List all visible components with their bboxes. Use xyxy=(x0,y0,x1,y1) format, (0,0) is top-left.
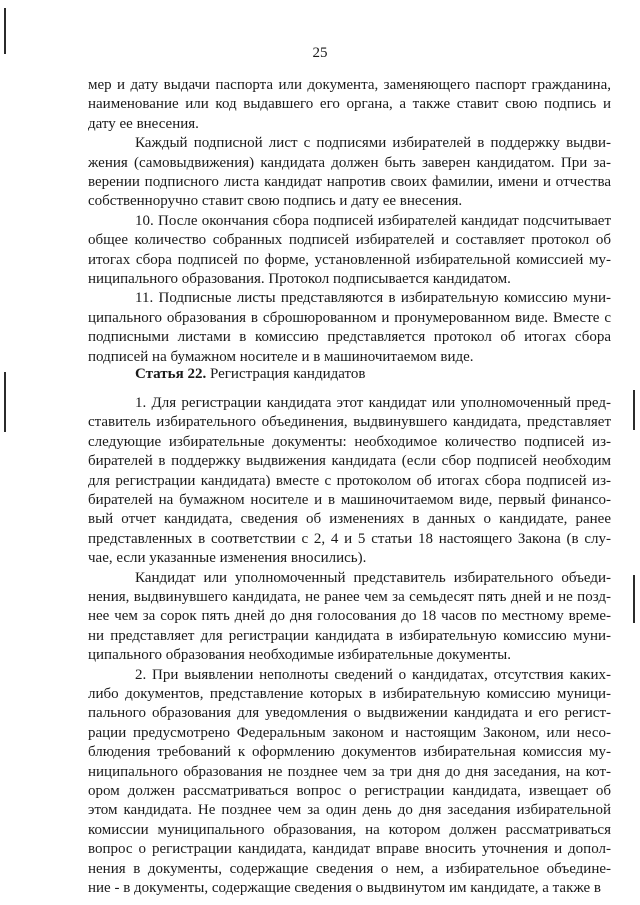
text-line: ниципального образования не позднее чем за три дня до дня заседания, на кот- xyxy=(88,763,611,780)
article-title: Регистрация кандидатов xyxy=(209,366,366,382)
text-line: нее чем за сорок пять дней до дня голосования до 18 часов по местному време- xyxy=(88,608,611,625)
text-line: нения, выдвинувшего кандидата, не ранее чем за семьдесят пять дней и не позд- xyxy=(88,589,611,605)
text-line: вопрос о регистрации кандидата, кандидат вправе вносить уточнения и допол- xyxy=(88,841,611,858)
text-line: жения (самовыдвижения) кандидата должен быть заверен кандидатом. При за- xyxy=(88,154,611,171)
article-heading xyxy=(135,365,365,383)
text-line: вый отчет кандидата, сведения об изменениях в данных о кандидате, ранее xyxy=(88,511,611,528)
text-line: нения в документы, содержащие сведения о нем, а избирательное объедине- xyxy=(88,860,611,877)
right-edge-mark xyxy=(633,390,635,430)
text-line: пального образования для уведомления о выдвижении кандидата и его регист- xyxy=(88,705,611,722)
text-line: рации предусмотрено Федеральным законом и настоящим Законом, или несо- xyxy=(88,724,611,741)
text-line: 2. При выявлении неполноты сведений о кандидатах, отсутствия каких- xyxy=(135,666,611,683)
text-line: блюдения требований к оформлению документов избирательная комиссия му- xyxy=(88,744,611,761)
text-line: ставитель избирательного объединения, выдвинувшего кандидата, представляет xyxy=(88,414,611,431)
text-line: либо документов, представление которых в избирательную комиссию муници- xyxy=(88,686,611,702)
text-line: 1. Для регистрации кандидата этот кандидат или уполномоченный пред- xyxy=(135,395,611,411)
text-line: ние - в документы, содержащие сведения о выдвинутом им кандидате, а также в xyxy=(88,880,602,896)
text-line: ципального образования в сброшюрованном и пронумерованном виде. Вместе с xyxy=(88,309,611,326)
text-line: дату ее внесения. xyxy=(88,115,199,132)
text-line: следующие избирательные документы: необходимое количество подписей из- xyxy=(88,433,611,450)
text-line: подписными листами в комиссию представляется протокол об итогах сбора xyxy=(88,329,611,346)
page-number: 25 xyxy=(312,45,328,61)
text-line: общее количество собранных подписей избирателей и составляет протокол об xyxy=(88,232,611,249)
text-line: бирателей на бумажном носителе и в машиночитаемом виде, первый финансо- xyxy=(88,492,611,508)
text-line: 10. После окончания сбора подписей избирателей кандидат подсчитывает xyxy=(135,212,611,229)
text-line: для регистрации кандидата) вместе с протоколом об итогах сбора подписей из- xyxy=(88,472,611,489)
text-line: чае, если указанные изменения вносились). xyxy=(88,550,367,567)
text-line: 11. Подписные листы представляются в избирательную комиссию муни- xyxy=(135,290,611,307)
right-edge-mark xyxy=(633,575,635,623)
text-line: представленных в соответствии с 2, 4 и 5 статьи 18 настоящего Закона (в слу- xyxy=(88,530,611,547)
text-line: ором должен рассматриваться вопрос о регистрации кандидата, извещает об xyxy=(88,783,611,799)
text-line: мер и дату выдачи паспорта или документа, заменяющего паспорт гражданина, xyxy=(88,77,611,93)
text-line: ни представляет для регистрации кандидата в избирательную комиссию муни- xyxy=(88,627,611,644)
text-line: верении подписного листа кандидат напротив своих фамилии, имени и отчества xyxy=(88,174,611,190)
text-line: наименование или код выдавшего его органа, а также ставит свою подпись и xyxy=(88,96,611,113)
text-line: Кандидат или уполномоченный представитель избирательного объеди- xyxy=(135,569,611,586)
text-line: ниципального образования. Протокол подписывается кандидатом. xyxy=(88,271,511,287)
left-edge-mark xyxy=(4,372,6,432)
text-line: Каждый подписной лист с подписями избирателей в поддержку выдви- xyxy=(135,135,611,152)
article-number: Статья 22. xyxy=(135,366,207,382)
text-line: собственноручно ставит свою подпись и дату ее внесения. xyxy=(88,193,463,210)
text-line: ципального образования необходимые избирательные документы. xyxy=(88,647,512,664)
text-line: подписей на бумажном носителе и в машиночитаемом виде. xyxy=(88,348,474,365)
left-edge-mark xyxy=(4,8,6,54)
text-line: бирателей в поддержку выдвижения кандидата (если сбор подписей необходим xyxy=(88,453,611,470)
text-line: этом кандидата. Не позднее чем за один день до дня заседания избирательной xyxy=(88,802,611,819)
text-line: итогах сбора подписей по форме, установленной избирательной комиссией му- xyxy=(88,251,611,268)
text-line: комиссии муниципального образования, на котором должен рассматриваться xyxy=(88,821,611,838)
